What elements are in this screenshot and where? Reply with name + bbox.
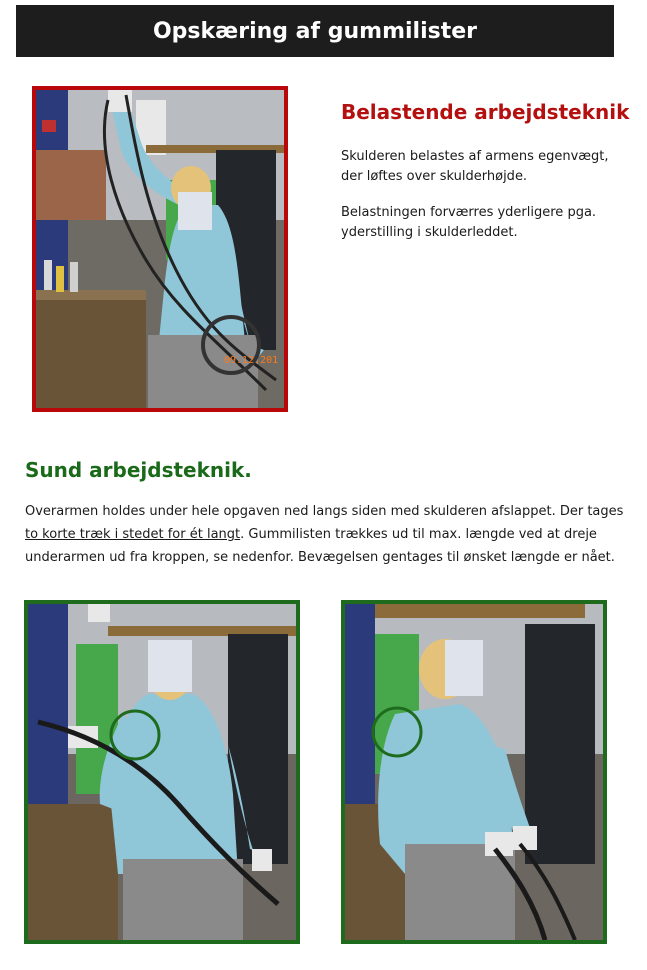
good-technique-photo-1 [24,600,300,944]
good-text-part-2: . Gummilisten trækkes ud til max. længde ved at dreje underarmen ud fra kroppen, se nedenfor. Bevægelsen gentages til ønsket længde er nået. [25,527,615,565]
photo-timestamp: 09.12.201 [224,355,279,366]
bad-technique-photo [32,86,288,412]
good-text-underlined: to korte træk i stedet for ét langt [25,527,241,542]
good-technique-illustration-1 [28,604,296,940]
good-technique-illustration-2 [345,604,603,940]
good-technique-heading: Sund arbejdsteknik. [25,458,252,482]
bad-technique-heading: Belastende arbejdsteknik [341,100,630,124]
page-title: Opskæring af gummilister [16,5,614,57]
bad-technique-text-1: Skulderen belastes af armens egenvægt, der løftes over skulderhøjde. [341,149,609,184]
bad-technique-text-2: Belastningen forværres yderligere pga. yderstilling i skulderleddet. [341,205,597,240]
good-text-part-1: Overarmen holdes under hele opgaven ned langs siden med skulderen afslappet. Der tages [25,504,624,519]
good-technique-text [25,500,640,569]
good-technique-photo-2 [341,600,607,944]
bad-technique-illustration [36,90,284,408]
